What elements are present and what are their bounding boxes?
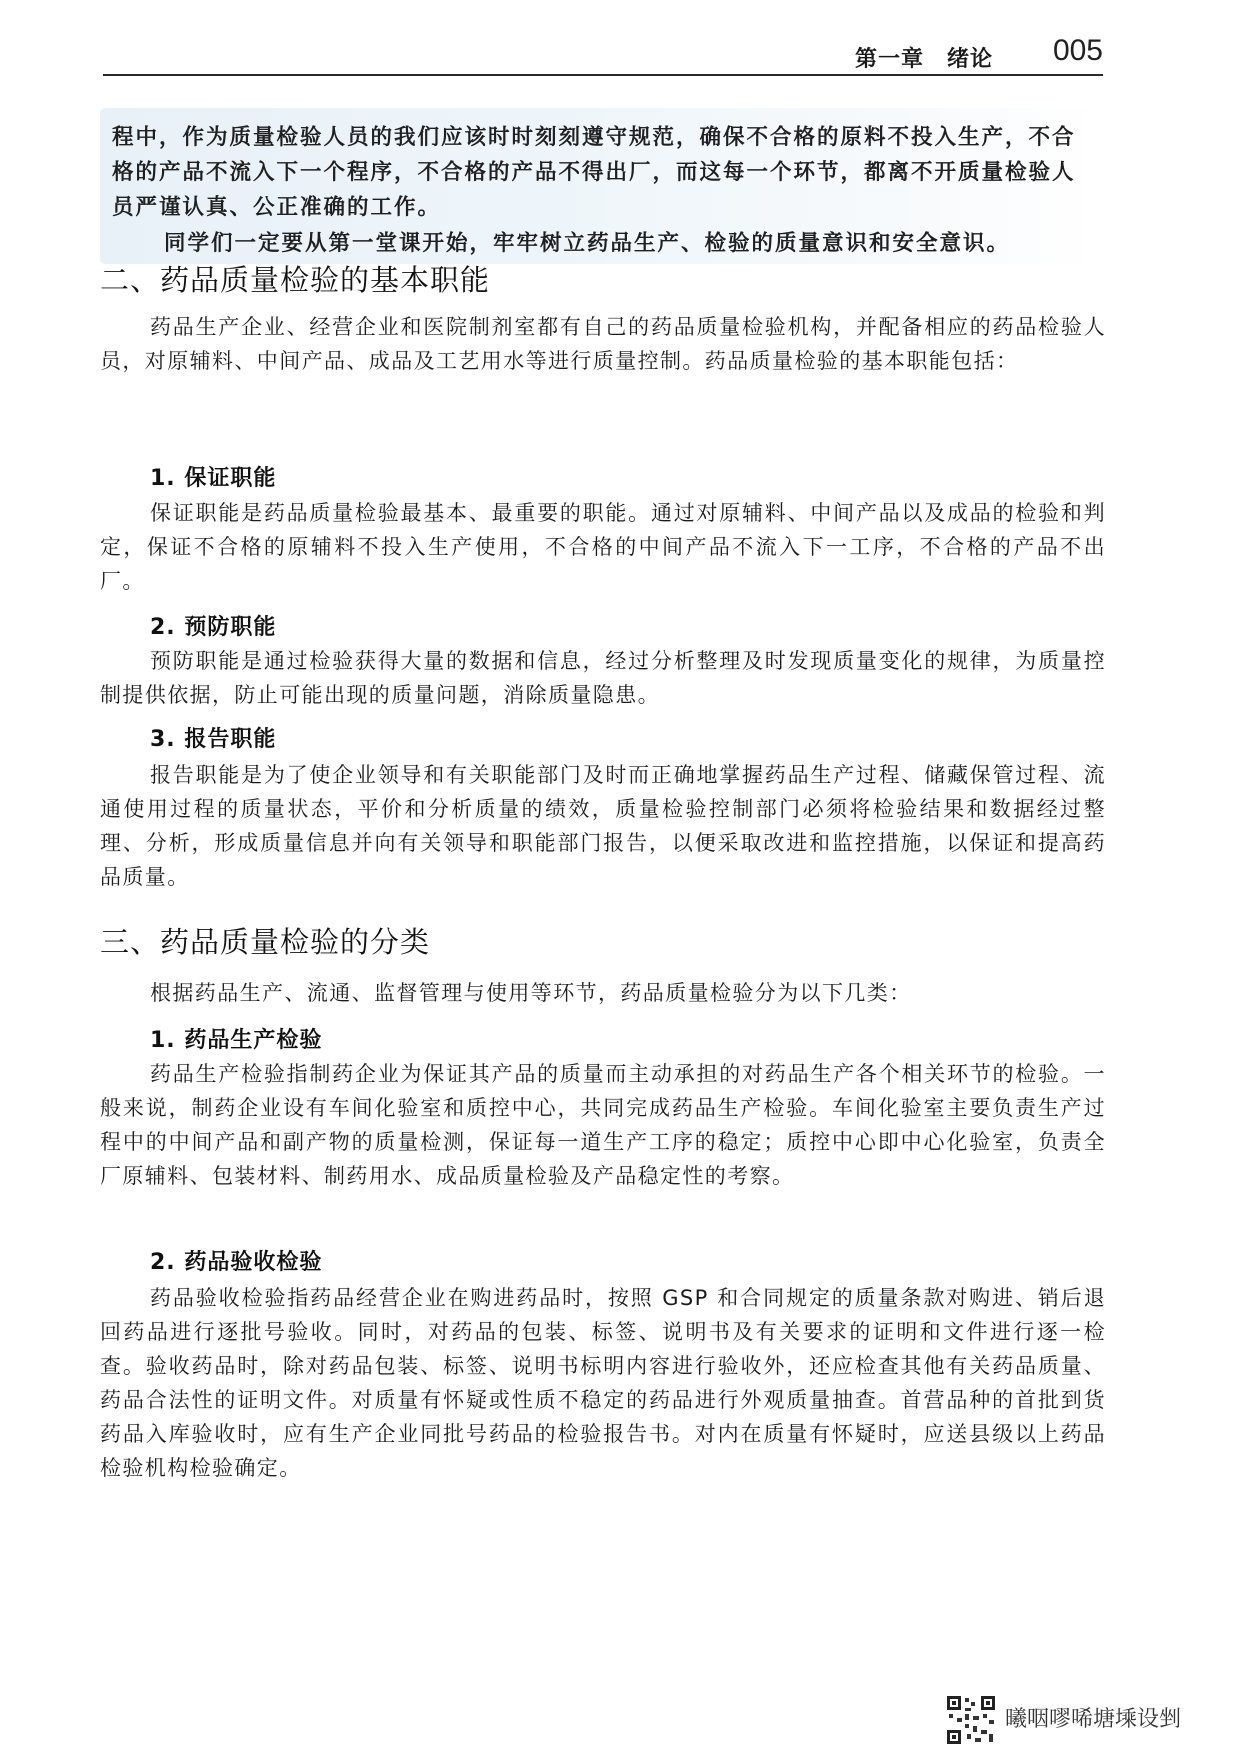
section-3-item-2-heading: 2. 药品验收检验 [150,1250,323,1275]
section-2-item-3-heading: 3. 报告职能 [150,727,277,752]
section-3-title: 三、药品质量检验的分类 [100,925,431,959]
callout-paragraph-2: 同学们一定要从第一堂课开始，牢牢树立药品生产、检验的质量意识和安全意识。 [164,231,1011,256]
page-header [103,32,1103,76]
section-2-item-3-text: 报告职能是为了使企业领导和有关职能部门及时而正确地掌握药品生产过程、储藏保管过程、流通使用过程的质量状态，平价和分析质量的绩效，质量检验控制部门必须将检验结果和数据经过整理、分析，形成质量信息并向有关领导和职能部门报告，以便采取改进和监控措施，以保证和提高药品质量。 [100,763,1106,889]
section-2-item-2-text: 预防职能是通过检验获得大量的数据和信息，经过分析整理及时发现质量变化的规律，为质量控制提供依据，防止可能出现的质量问题，消除质量隐患。 [100,649,1106,707]
section-2-intro: 药品生产企业、经营企业和医院制剂室都有自己的药品质量检验机构，并配备相应的药品检验人员，对原辅料、中间产品、成品及工艺用水等进行质量控制。药品质量检验的基本职能包括： [100,315,1106,373]
callout-box [100,108,1100,264]
section-2-item-1-text: 保证职能是药品质量检验最基本、最重要的职能。通过对原辅料、中间产品以及成品的检验和判定，保证不合格的原辅料不投入生产使用，不合格的中间产品不流入下一工序，不合格的产品不出厂。 [100,501,1106,593]
section-3-item-1-text: 药品生产检验指制药企业为保证其产品的质量而主动承担的对药品生产各个相关环节的检验。一般来说，制药企业设有车间化验室和质控中心，共同完成药品生产检验。车间化验室主要负责生产过程中的中间产品和副产物的质量检测，保证每一道生产工序的稳定；质控中心即中心化验室，负责全厂原辅料、包装材料、制药用水、成品质量检验及产品稳定性的考察。 [100,1062,1106,1188]
qr-code-icon [945,1694,997,1746]
section-2-item-1-heading: 1. 保证职能 [150,466,277,491]
section-2-item-2-heading: 2. 预防职能 [150,615,277,640]
section-2-title: 二、药品质量检验的基本职能 [100,263,491,297]
page-number: 005 [1052,34,1103,67]
footer-watermark-text: 曦咽嘐唏塘塖设剉 [1005,1707,1182,1732]
section-3-intro: 根据药品生产、流通、监督管理与使用等环节，药品质量检验分为以下几类： [150,981,912,1005]
chapter-title: 第一章 绪论 [854,47,993,72]
section-3-item-1-heading: 1. 药品生产检验 [150,1028,323,1053]
callout-paragraph-1: 程中，作为质量检验人员的我们应该时时刻刻遵守规范，确保不合格的原料不投入生产，不合格的产品不流入下一个程序，不合格的产品不得出厂，而这每一个环节，都离不开质量检验人员严谨认真、公正准确的工作。 [112,125,1076,220]
section-3-item-2-text: 药品验收检验指药品经营企业在购进药品时，按照 GSP 和合同规定的质量条款对购进、销后退回药品进行逐批号验收。同时，对药品的包装、标签、说明书及有关要求的证明和文件进行逐一检查。验收药品时，除对药品包装、标签、说明书标明内容进行验收外，还应检查其他有关药品质量、药品合法性的证明文件。对质量有怀疑或性质不稳定的药品进行外观质量抽查。首营品种的首批到货药品入库验收时，应有生产企业同批号药品的检验报告书。对内在质量有怀疑时，应送县级以上药品检验机构检验确定。 [100,1286,1106,1480]
